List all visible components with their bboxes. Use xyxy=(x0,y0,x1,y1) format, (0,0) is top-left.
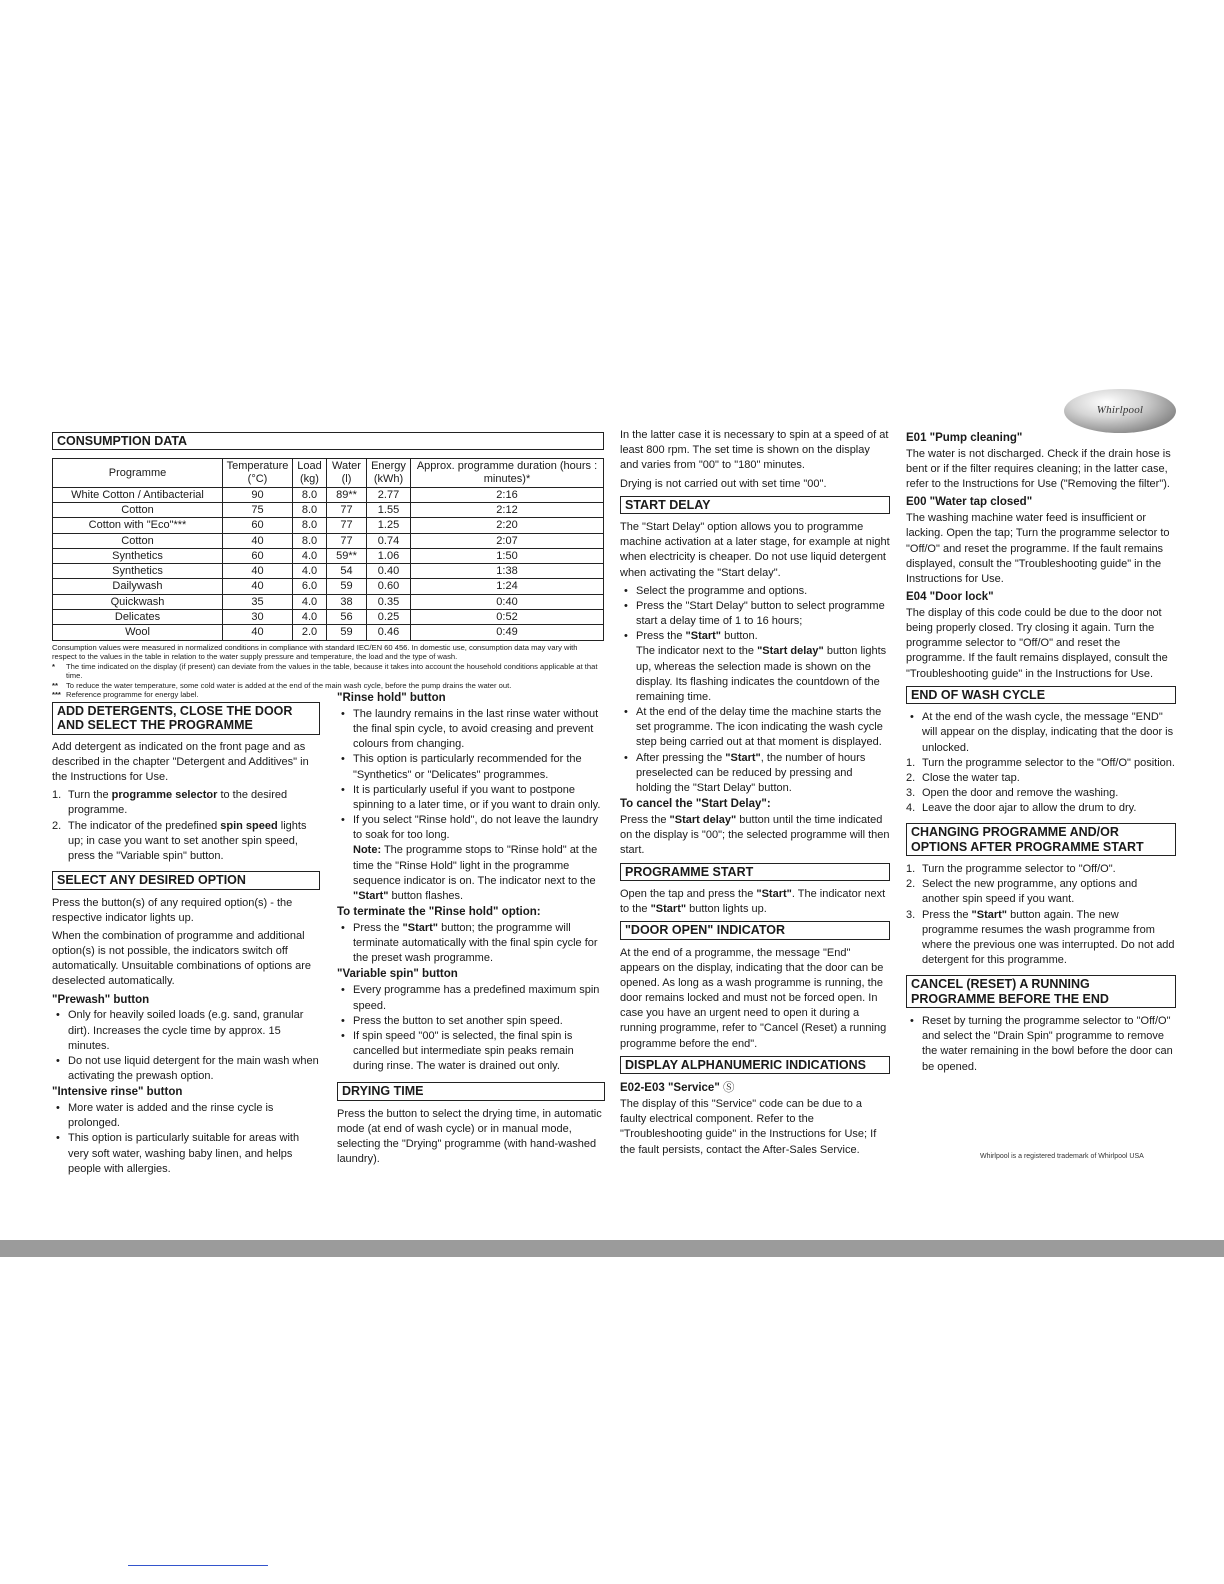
list-item xyxy=(337,813,605,904)
add-detergents-heading-line1: ADD DETERGENTS, CLOSE THE DOOR xyxy=(57,704,293,718)
select-option-heading: SELECT ANY DESIRED OPTION xyxy=(52,871,320,889)
table-cell: 59 xyxy=(327,579,367,594)
consumption-heading: CONSUMPTION DATA xyxy=(52,432,604,450)
table-header: Temperature (°C) xyxy=(223,459,293,487)
table-row xyxy=(53,487,604,502)
list-item xyxy=(52,819,320,865)
table-cell: Synthetics xyxy=(53,548,223,563)
text-part: button until the time indicated on the display is "00"; the selected programme will then start. xyxy=(620,814,890,857)
text-bold: "Start delay" xyxy=(669,814,737,827)
cancel-reset-heading xyxy=(906,975,1176,1008)
changing-heading-line2: OPTIONS AFTER PROGRAMME START xyxy=(911,839,1144,854)
note-main: Consumption values were measured in normalized conditions in compliance with standard IEC/EN 60 456. In domestic use, consumption data may vary with respect to the values in the table in relation to the water supply pressure and temperature, the load and the type of wash. xyxy=(52,642,578,662)
list-item-text: Every programme has a predefined maximum spin speed. xyxy=(353,984,600,1012)
table-cell: 77 xyxy=(327,533,367,548)
rinse-hold-list xyxy=(337,707,605,904)
list-item xyxy=(52,1131,320,1177)
e04-text: The display of this code could be due to the door not being properly closed. Try closing it again. Turn the programme selector to "Off/O" and reset the programme. If the fault remains displayed, consult the "Troubleshooting guide" in the Instructions for Use. xyxy=(906,606,1168,680)
e01-title: E01 "Pump cleaning" xyxy=(906,432,1023,444)
logo-text: Whirlpool xyxy=(1096,404,1144,417)
end-wash-steps xyxy=(906,756,1176,817)
list-item xyxy=(906,862,1176,877)
terminate-rinse-hold-title: To terminate the "Rinse hold" option: xyxy=(337,906,541,919)
drying-continued-p2: Drying is not carried out with set time "00". xyxy=(620,477,827,490)
bullet-icon: • xyxy=(56,1009,60,1022)
text-part: Open the tap and press the xyxy=(620,887,757,900)
step-text: Turn the programme selector to the "Off/O" position. xyxy=(922,756,1175,769)
table-cell: 89** xyxy=(327,487,367,502)
note-2 xyxy=(52,681,604,690)
list-item xyxy=(337,921,605,967)
list-item-bold: "Start" xyxy=(685,630,722,643)
step-text: The indicator of the predefined xyxy=(68,819,221,832)
changing-steps xyxy=(906,862,1176,968)
list-item-text: , the number of hours preselected can be reduced by pressing and holding the "Start Delay" button. xyxy=(636,751,866,794)
drying-continued-p1: In the latter case it is necessary to spin at a speed of at least 800 rpm. The set time is shown on the display and varies from "00" to "180" minutes. xyxy=(620,429,889,472)
table-cell: 40 xyxy=(223,564,293,579)
table-cell: 60 xyxy=(223,548,293,563)
bullet-icon: • xyxy=(624,584,628,597)
table-row xyxy=(53,625,604,640)
table-row xyxy=(53,564,604,579)
table-row xyxy=(53,502,604,517)
table-row xyxy=(53,594,604,609)
programme-start-heading: PROGRAMME START xyxy=(620,863,890,881)
step-number: 2. xyxy=(906,878,916,891)
step-number: 1. xyxy=(906,863,916,876)
table-cell: 1:38 xyxy=(411,564,604,579)
table-cell: 0:52 xyxy=(411,610,604,625)
terminate-list xyxy=(337,921,605,967)
step-bold: "Start" xyxy=(971,908,1008,921)
list-item-text: Reset by turning the programme selector to "Off/O" and select the "Drain Spin" programme to remove the water remaining in the bowl before the door can be opened. xyxy=(922,1015,1173,1073)
list-item xyxy=(337,783,605,813)
table-row xyxy=(53,579,604,594)
note-1-mark: * xyxy=(52,661,55,671)
trademark-note: Whirlpool is a registered trademark of Whirlpool USA xyxy=(980,1153,1144,1160)
note-1-text: The time indicated on the display (if present) can deviate from the values in the table, because it takes into account the household conditions applicable at that time. xyxy=(66,661,598,681)
list-item-text: This option is particularly recommended for the "Synthetics" or "Delicates" programmes. xyxy=(353,753,582,781)
step-number: 3. xyxy=(906,787,916,800)
list-item-text: Do not use liquid detergent for the main wash when activating the prewash option. xyxy=(68,1054,319,1083)
table-cell: Quickwash xyxy=(53,594,223,609)
prewash-title: "Prewash" button xyxy=(52,993,150,1006)
step-text: Select the new programme, any options and another spin speed if you want. xyxy=(922,878,1138,906)
footer-bar xyxy=(0,1240,1224,1257)
list-item-text: At the end of the delay time the machine starts the set programme. The icon indicating the wash cycle step being carried out at that moment is displayed. xyxy=(636,706,883,749)
changing-programme-heading xyxy=(906,823,1176,856)
list-item-text: It is particularly useful if you want to postpone spinning to a later time, or if you want to drain only. xyxy=(353,783,601,811)
step-text: Turn the xyxy=(68,789,112,802)
step-number: 2. xyxy=(52,819,62,832)
column-1 xyxy=(52,698,320,1177)
table-cell: 4.0 xyxy=(293,564,327,579)
link-underline xyxy=(128,1565,268,1566)
list-item-text: More water is added and the rinse cycle is prolonged. xyxy=(68,1102,274,1130)
list-item xyxy=(906,786,1176,801)
table-cell: 0.40 xyxy=(367,564,411,579)
drying-time-heading: DRYING TIME xyxy=(337,1082,605,1100)
table-header: Water (l) xyxy=(327,459,367,487)
step-number: 1. xyxy=(906,756,916,769)
add-detergents-steps xyxy=(52,788,320,864)
table-cell: Delicates xyxy=(53,610,223,625)
step-bold: spin speed xyxy=(220,819,278,832)
table-cell: 40 xyxy=(223,533,293,548)
table-cell: 59** xyxy=(327,548,367,563)
table-header: Energy (kWh) xyxy=(367,459,411,487)
bullet-icon: • xyxy=(910,1015,914,1028)
table-cell: 8.0 xyxy=(293,487,327,502)
table-cell: Wool xyxy=(53,625,223,640)
step-text: to the desired programme. xyxy=(68,789,288,817)
note-bold: "Start" xyxy=(353,889,389,902)
table-cell: 8.0 xyxy=(293,502,327,517)
list-item xyxy=(906,908,1176,969)
variable-spin-list xyxy=(337,983,605,1074)
step-bold: programme selector xyxy=(111,789,218,802)
list-item-text: If spin speed "00" is selected, the final spin is cancelled but intermediate spin peaks remain during rinse. The water is drained out only. xyxy=(353,1029,574,1073)
table-cell: 1:24 xyxy=(411,579,604,594)
table-cell: 60 xyxy=(223,518,293,533)
step-number: 3. xyxy=(906,908,916,921)
note-text: The programme stops to "Rinse hold" at the time the "Rinse Hold" light in the programme sequence indicator is on. The indicator next to the xyxy=(353,844,598,887)
note-2-mark: ** xyxy=(52,680,58,690)
column-3 xyxy=(620,428,890,1161)
text-part: Press the xyxy=(620,814,670,827)
list-item xyxy=(337,707,605,753)
bullet-icon: • xyxy=(56,1054,60,1067)
select-option-p1: Press the button(s) of any required option(s) - the respective indicator lights up. xyxy=(52,896,293,924)
cancel-start-delay-text xyxy=(620,813,890,859)
cancel-heading-line1: CANCEL (RESET) A RUNNING xyxy=(911,977,1090,992)
table-cell: 8.0 xyxy=(293,533,327,548)
bullet-icon: • xyxy=(341,921,345,934)
bullet-icon: • xyxy=(341,984,345,997)
table-cell: 77 xyxy=(327,502,367,517)
list-item-text: button lights up, whereas the selection made is shown on the display. Its flashing indicates the countdown of the remaining time. xyxy=(636,645,887,703)
rinse-hold-title: "Rinse hold" button xyxy=(337,692,446,704)
list-item xyxy=(620,705,890,751)
table-cell: 77 xyxy=(327,518,367,533)
table-cell: 75 xyxy=(223,502,293,517)
note-2-text: To reduce the water temperature, some cold water is added at the end of the main wash cycle, before the pump drains the water out. xyxy=(66,680,512,690)
service-icon: Ⓢ xyxy=(722,1082,735,1095)
table-cell: 0.46 xyxy=(367,625,411,640)
cancel-start-delay-title: To cancel the "Start Delay": xyxy=(620,798,771,811)
table-cell: 56 xyxy=(327,610,367,625)
select-option-p2: When the combination of programme and additional option(s) is not possible, the indicators switch off automatically. Unsuitable combinations of options are deselected automatically. xyxy=(52,929,312,988)
display-alphanumeric-heading: DISPLAY ALPHANUMERIC INDICATIONS xyxy=(620,1056,890,1074)
variable-spin-title: "Variable spin" button xyxy=(337,968,458,981)
bullet-icon: • xyxy=(56,1132,60,1145)
start-delay-list xyxy=(620,584,890,796)
table-cell: 0.60 xyxy=(367,579,411,594)
table-cell: 4.0 xyxy=(293,594,327,609)
table-header: Load (kg) xyxy=(293,459,327,487)
table-cell: 2.77 xyxy=(367,487,411,502)
table-cell: 4.0 xyxy=(293,548,327,563)
prewash-list xyxy=(52,1008,320,1084)
step-text: Open the door and remove the washing. xyxy=(922,787,1119,800)
bullet-icon: • xyxy=(624,706,628,719)
list-item-text: The indicator next to the xyxy=(636,645,758,658)
start-delay-intro: The "Start Delay" option allows you to programme machine activation at a later stage, for example at night when electricity is cheaper. Do not use liquid detergent when activating the "Start delay". xyxy=(620,521,890,579)
table-cell: 30 xyxy=(223,610,293,625)
step-text: Turn the programme selector to "Off/O". xyxy=(922,863,1116,876)
table-cell: 38 xyxy=(327,594,367,609)
list-item xyxy=(337,1014,605,1029)
intensive-rinse-title: "Intensive rinse" button xyxy=(52,1086,183,1099)
table-cell: 0:49 xyxy=(411,625,604,640)
table-row xyxy=(53,548,604,563)
text-bold: "Start" xyxy=(650,903,687,916)
table-cell: 90 xyxy=(223,487,293,502)
e04-title: E04 "Door lock" xyxy=(906,591,994,604)
list-item xyxy=(337,752,605,782)
list-item-text: This option is particularly suitable for areas with very soft water, washing baby linen, and helps people with allergies. xyxy=(68,1132,300,1175)
table-row xyxy=(53,533,604,548)
table-header-row xyxy=(53,459,604,487)
e00-text: The washing machine water feed is insufficient or lacking. Open the tap; Turn the programme selector to "Off/O" and reset the programme. If the fault remains displayed, consult the "Troubleshooting guide" in the Instructions for Use. xyxy=(906,512,1170,585)
drying-time-text: Press the button to select the drying time, in automatic mode (at end of wash cycle) or in manual mode, selecting the "Drying" programme (with hand-washed laundry). xyxy=(337,1107,602,1166)
list-item xyxy=(906,801,1176,816)
note-3-text: Reference programme for energy label. xyxy=(66,690,199,700)
table-cell: 6.0 xyxy=(293,579,327,594)
list-item-text: Press the xyxy=(353,921,403,934)
step-number: 1. xyxy=(52,789,62,802)
table-row xyxy=(53,518,604,533)
e02-e03-title xyxy=(620,1081,890,1097)
step-text: button again. The new programme resumes the wash programme from where the previous one was interrupted. Do not add detergent for this programme. xyxy=(922,908,1175,967)
list-item-text: Press the "Start Delay" button to select programme start a delay time of 1 to 16 hours; xyxy=(636,599,885,628)
bullet-icon: • xyxy=(341,753,345,766)
list-item-text: button; the programme will terminate automatically with the final spin cycle for the preset wash programme. xyxy=(353,921,598,965)
step-number: 2. xyxy=(906,771,916,784)
cancel-heading-line2: PROGRAMME BEFORE THE END xyxy=(911,991,1109,1006)
table-cell: Dailywash xyxy=(53,579,223,594)
cancel-reset-list xyxy=(906,1014,1176,1075)
step-text: Press the xyxy=(922,908,972,921)
table-cell: 40 xyxy=(223,579,293,594)
table-cell: 54 xyxy=(327,564,367,579)
list-item-text: Only for heavily soiled loads (e.g. sand, granular dirt). Increases the cycle time by approx. 15 minutes. xyxy=(68,1009,304,1052)
table-cell: Synthetics xyxy=(53,564,223,579)
list-item-text: If you select "Rinse hold", do not leave the laundry to soak for too long. xyxy=(353,814,599,842)
step-text: Close the water tap. xyxy=(922,771,1020,784)
add-detergents-heading-line2: AND SELECT THE PROGRAMME xyxy=(57,718,253,733)
list-item xyxy=(620,751,890,797)
list-item-text: button. xyxy=(721,630,758,643)
whirlpool-logo xyxy=(1064,389,1176,433)
programme-start-text xyxy=(620,887,890,917)
table-cell: 0.35 xyxy=(367,594,411,609)
consumption-section xyxy=(52,428,604,700)
list-item xyxy=(52,1008,320,1054)
table-cell: 2:20 xyxy=(411,518,604,533)
list-item xyxy=(52,1101,320,1131)
column-4 xyxy=(906,430,1176,1075)
table-cell: 1.25 xyxy=(367,518,411,533)
table-cell: 1.06 xyxy=(367,548,411,563)
step-text: lights up; in case you want to set another spin speed, press the "Variable spin" button. xyxy=(68,819,307,862)
list-item-text: Press the button to set another spin speed. xyxy=(353,1014,563,1027)
table-cell: 2:07 xyxy=(411,533,604,548)
list-item-text: Press the xyxy=(636,630,686,643)
bullet-icon: • xyxy=(341,783,345,796)
list-item-bold: "Start" xyxy=(402,921,439,934)
list-item xyxy=(620,599,890,629)
list-item xyxy=(337,983,605,1013)
list-item xyxy=(906,756,1176,771)
end-wash-heading: END OF WASH CYCLE xyxy=(906,686,1176,704)
bullet-icon: • xyxy=(56,1102,60,1115)
add-detergents-intro: Add detergent as indicated on the front page and as described in the chapter "Detergent and Additives" in the Instructions for Use. xyxy=(52,740,309,784)
bullet-icon: • xyxy=(624,630,628,643)
note-text: button flashes. xyxy=(388,889,464,902)
list-item xyxy=(906,771,1176,786)
table-cell: 1.55 xyxy=(367,502,411,517)
table-cell: Cotton xyxy=(53,533,223,548)
table-cell: Cotton xyxy=(53,502,223,517)
list-item xyxy=(906,710,1176,756)
bullet-icon: • xyxy=(624,751,628,764)
note-label: Note: xyxy=(353,844,382,857)
table-row xyxy=(53,610,604,625)
consumption-table xyxy=(52,458,604,640)
list-item-bold: "Start delay" xyxy=(757,645,824,658)
table-cell: 40 xyxy=(223,625,293,640)
e02-e03-text: The display of this "Service" code can be due to a faulty electrical component. Refer to the "Troubleshooting guide" in the Instructions for Use; If the fault persists, contact the After-Sales Service. xyxy=(620,1098,877,1156)
bullet-icon: • xyxy=(910,711,914,724)
note-3-mark: *** xyxy=(52,690,61,700)
list-item xyxy=(337,1029,605,1075)
door-open-heading: "DOOR OPEN" INDICATOR xyxy=(620,921,890,939)
add-detergents-heading xyxy=(52,702,320,735)
e02-title-text: E02-E03 "Service" xyxy=(620,1082,720,1095)
text-bold: "Start" xyxy=(756,887,792,900)
table-cell: 1:50 xyxy=(411,548,604,563)
start-delay-heading: START DELAY xyxy=(620,496,890,514)
text-part: . The indicator next to the xyxy=(620,887,886,916)
table-cell: 35 xyxy=(223,594,293,609)
bullet-icon: • xyxy=(341,814,345,827)
table-cell: 59 xyxy=(327,625,367,640)
bullet-icon: • xyxy=(341,707,345,720)
table-header: Approx. programme duration (hours : minutes)* xyxy=(411,459,604,487)
table-cell: 4.0 xyxy=(293,610,327,625)
list-item-bold: "Start" xyxy=(725,751,761,764)
table-cell: 2:16 xyxy=(411,487,604,502)
table-cell: White Cotton / Antibacterial xyxy=(53,487,223,502)
step-text: Leave the door ajar to allow the drum to dry. xyxy=(922,802,1137,815)
e01-text: The water is not discharged. Check if the drain hose is bent or if the filter requires cleaning; in the latter case, refer to the Instructions for Use ("Removing the filter"). xyxy=(906,447,1171,491)
table-cell: 0.74 xyxy=(367,533,411,548)
list-item xyxy=(906,877,1176,907)
table-cell: Cotton with "Eco"*** xyxy=(53,518,223,533)
bullet-icon: • xyxy=(624,599,628,612)
table-header: Programme xyxy=(53,459,223,487)
end-wash-bullets xyxy=(906,710,1176,756)
table-cell: 8.0 xyxy=(293,518,327,533)
step-number: 4. xyxy=(906,802,916,815)
list-item-text: After pressing the xyxy=(636,751,726,764)
table-cell: 2.0 xyxy=(293,625,327,640)
list-item xyxy=(52,1054,320,1084)
list-item-text: Select the programme and options. xyxy=(636,584,808,597)
text-part: button lights up. xyxy=(686,903,767,916)
door-open-text: At the end of a programme, the message "End" appears on the display, indicating that the door can be opened. As long as a wash programme is running, the door remains locked and must not be forced open. In case you have an urgent need to open it during a running programme, refer to "Cancel (Reset) a running programme before the end". xyxy=(620,946,887,1050)
e00-title: E00 "Water tap closed" xyxy=(906,496,1033,509)
list-item-text: The laundry remains in the last rinse water without the final spin cycle, to avoid creasing and prevent colours from changing. xyxy=(353,707,599,751)
table-cell: 2:12 xyxy=(411,502,604,517)
intensive-rinse-list xyxy=(52,1101,320,1177)
changing-heading-line1: CHANGING PROGRAMME AND/OR xyxy=(911,825,1119,840)
list-item xyxy=(52,788,320,818)
note-1 xyxy=(52,662,604,681)
column-2 xyxy=(337,690,605,1170)
list-item xyxy=(620,584,890,599)
table-cell: 0.25 xyxy=(367,610,411,625)
list-item-text: At the end of the wash cycle, the message "END" will appear on the display, indicating that the door is unlocked. xyxy=(922,711,1174,754)
bullet-icon: • xyxy=(341,1014,345,1027)
table-cell: 0:40 xyxy=(411,594,604,609)
list-item xyxy=(906,1014,1176,1075)
list-item xyxy=(620,629,890,705)
bullet-icon: • xyxy=(341,1029,345,1042)
